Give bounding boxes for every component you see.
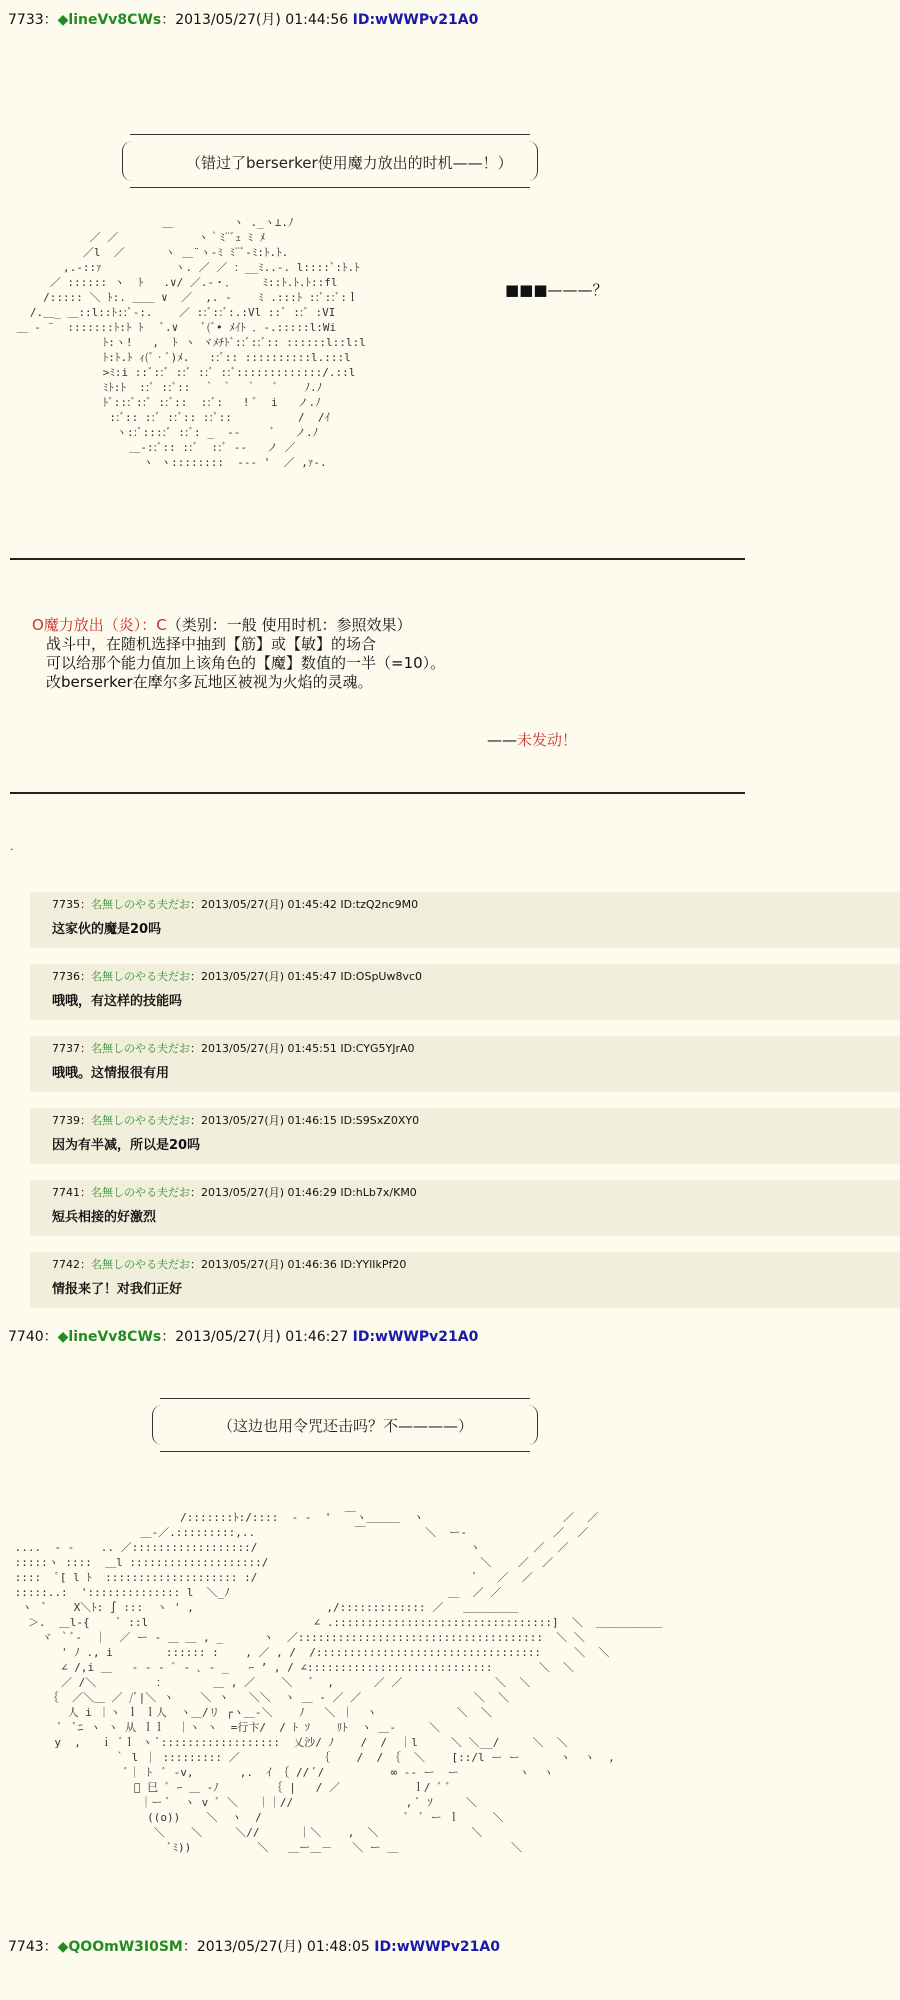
separator: ：: [43, 12, 58, 28]
reply-number[interactable]: 7735: [52, 898, 80, 911]
speech-bubble: [160, 1398, 530, 1452]
poster-name: ◆lineVv8CWs: [57, 12, 162, 28]
bubble-text: （这边也用令咒还击吗？不————）: [218, 1417, 474, 1435]
reply-body: 短兵相接的好激烈: [52, 1210, 157, 1225]
poster-id[interactable]: ID:wWWPv21A0: [352, 12, 479, 28]
reply-body: 哦哦，有这样的技能吗: [52, 994, 183, 1009]
reply-number[interactable]: 7742: [52, 1258, 80, 1271]
skill-category: （类别：一般 使用时机：参照效果）: [166, 616, 412, 634]
reply-date: 2013/05/27(月) 01:46:29: [201, 1186, 337, 1199]
reply-meta: 7735：名無しのやる夫だお：2013/05/27(月) 01:45:42 ID:tzQ2nc9M0: [52, 898, 419, 911]
reply-name: 名無しのやる夫だお: [91, 1042, 190, 1055]
reply-id[interactable]: ID:OSpUw8vc0: [340, 970, 423, 983]
ascii-art-scene: /:::::::ﾄ:/:::: - - ' ￣ヽ＿＿＿ ヽ ／ ／ ＿-／.:::::::::,.. ￣ ＼ ー- ／ ／ .... - - .. ／::::::::::::::::::/ ヽ ／ ／ :::::ヽ :::: ＿l ::::::::::::::::::::/ ＼ ／ ／ :::: ﾞ[ l ﾄ :::::::::::::::::::: :/ ﾞ ／ ／ :::::..: ':::::::::::::: l ＼_ﾉ ＿ ／ ／ ヽ ﾞ X＼ﾄ: ∫ ::: ヽ ' , ,/::::::::::::: ／ ＿＿＿＿＿ ＞. ＿l-{ ﾞ ::l ∠ .:::::::::::::::::::::::::::::::::] ＼ ＿＿＿＿＿＿ ヾ ｀ﾞ- ｜ ／ ー ‐ ＿ ＿ , _ ヽ ／::::::::::::::::::::::::::::::::::::: ＼ ＼ ' ﾉ ., i :::::: : , ／ , / /:::::::::::::::::::::::::::::::::: ＼ ＼ ∠ /,i ＿ ‐ ‐ ‐ ﾞ - ､ - _ ｰ ’ , / ∠:::::::::::::::::::::::::::: ＼ ＼ ／ /＼ ： ＿ , ／ ＼ ﾞ , ／ ／ ＼ ＼ ｛ ／＼＿ ／ /ﾞ|＼ ヽ ＼ ヽ ＼＼ ヽ ＿ ‐ ／ ／ ＼ ＼ 人 i ｜ヽ ｌ ｌ人 ヽ＿/リ ┌ヽ＿-＼ ﾉ ＼ ｜ ヽ ＼ ＼ ﾞ ﾞﾆ ヽ ヽ 从 ｌｌ ｜ヽ ヽ =行卞/ / ﾄ ｿ ﾘﾄ ヽ ＿‐ ＼ y , ｉ ﾞｌ ヽ ﾞ:::::::::::::::::: 乂沙/ ﾉ / / ｜l ＼ ＼__/ ＼ ＼ ｀ l ｜ ::::::::: ／ ｛ / / ｛ ＼ [::/l ー ー ヽ ヽ , ﾞ｜ ﾄ ﾞ -v, ,. ｲ ｛ // ﾞ/ ∞ -- ー ー ヽ ヽ ﾞ 巳 ﾞ ｰ ＿ -ﾉ ｛ | / ／ ｌ/ ﾞ ﾞ ｜ー ﾞ ヽ v ﾞ ＼ ｜｜// , ﾞ ｿ ＼ ((o)) ＼ ヽ / ﾞ ﾞ ー ｌ ＼ ＼ ＼ ＼// ｜＼ , ＼ ＼ ﾞﾐ)) ＼ ＿ー＿－ ＼ ー ＿ ＼: [14, 1511, 663, 1854]
bubble-text: （错过了berserker使用魔力放出的时机——！）: [186, 154, 513, 172]
reply-meta: 7736：名無しのやる夫だお：2013/05/27(月) 01:45:47 ID:OSpUw8vc0: [52, 970, 423, 983]
reply-meta: 7739：名無しのやる夫だお：2013/05/27(月) 01:46:15 ID:S9SxZ0XY0: [52, 1114, 420, 1127]
reply-id[interactable]: ID:tzQ2nc9M0: [340, 898, 419, 911]
reply-id[interactable]: ID:CYG5YJrA0: [340, 1042, 415, 1055]
skill-title: O魔力放出（炎）：C: [32, 616, 167, 634]
reply-id[interactable]: ID:YYlIkPf20: [340, 1258, 407, 1271]
reply-name: 名無しのやる夫だお: [91, 1186, 190, 1199]
skill-line-2: 可以给那个能力值加上该角色的【魔】数值的一半（=10）。: [46, 654, 446, 672]
section-divider: [10, 792, 745, 794]
reply-meta: 7741：名無しのやる夫だお：2013/05/27(月) 01:46:29 ID:hLb7x/KM0: [52, 1186, 417, 1199]
reply-date: 2013/05/27(月) 01:46:36: [201, 1258, 337, 1271]
reply-body: 因为有半减，所以是20吗: [52, 1138, 201, 1153]
reply-id[interactable]: ID:hLb7x/KM0: [340, 1186, 417, 1199]
reply-date: 2013/05/27(月) 01:46:15: [201, 1114, 337, 1127]
skill-line-3: 改berserker在摩尔多瓦地区被视为火焰的灵魂。: [46, 673, 373, 691]
reply-id[interactable]: ID:S9SxZ0XY0: [340, 1114, 420, 1127]
poster-id[interactable]: ID:wWWPv21A0: [352, 1329, 479, 1345]
speech-bubble: [130, 134, 530, 188]
reply-name: 名無しのやる夫だお: [91, 1258, 190, 1271]
reply-name: 名無しのやる夫だお: [91, 898, 190, 911]
reply-box: [30, 1036, 900, 1092]
reply-box: [30, 1108, 900, 1164]
dot-marker: .: [10, 840, 14, 853]
reply-date: 2013/05/27(月) 01:45:42: [201, 898, 337, 911]
reply-date: 2013/05/27(月) 01:45:51: [201, 1042, 337, 1055]
skill-line-1: 战斗中，在随机选择中抽到【筋】或【敏】的场合: [46, 635, 377, 653]
post-number[interactable]: 7733: [8, 12, 44, 28]
poster-id[interactable]: ID:wWWPv21A0: [374, 1939, 500, 1955]
reply-number[interactable]: 7737: [52, 1042, 80, 1055]
post-header-7740: [8, 1326, 478, 1346]
post-date: ：2013/05/27(月) 01:44:56: [161, 12, 349, 28]
dash: ——: [487, 731, 517, 749]
reply-number[interactable]: 7741: [52, 1186, 80, 1199]
skill-description: [32, 616, 445, 692]
not-activated-label: [487, 729, 577, 750]
reply-body: 哦哦。这情报很有用: [52, 1066, 170, 1081]
reply-box: [30, 892, 900, 948]
reply-box: [30, 1180, 900, 1236]
reply-box: [30, 964, 900, 1020]
reply-number[interactable]: 7739: [52, 1114, 80, 1127]
separator: ：: [43, 1939, 58, 1955]
poster-name: ◆QOOmW3I0SM: [57, 1939, 183, 1955]
reply-body: 情报来了！对我们正好: [52, 1282, 183, 1297]
post-number[interactable]: 7740: [8, 1329, 44, 1345]
reply-meta: 7737：名無しのやる夫だお：2013/05/27(月) 01:45:51 ID:CYG5YJrA0: [52, 1042, 415, 1055]
reply-name: 名無しのやる夫だお: [91, 970, 190, 983]
reply-body: 这家伙的魔是20吗: [52, 922, 162, 937]
post-date: ：2013/05/27(月) 01:48:05: [182, 1939, 370, 1955]
not-activated-text: 未发动！: [517, 731, 578, 749]
poster-name: ◆lineVv8CWs: [57, 1329, 162, 1345]
reply-meta: 7742：名無しのやる夫だお：2013/05/27(月) 01:46:36 ID:YYlIkPf20: [52, 1258, 407, 1271]
reply-name: 名無しのやる夫だお: [91, 1114, 190, 1127]
post-date: ：2013/05/27(月) 01:46:27: [161, 1329, 349, 1345]
post-header-7733: [8, 9, 478, 29]
post-header-7743: [8, 1936, 500, 1956]
section-divider: [10, 558, 745, 560]
ascii-art-figure: ＿ ヽ ._ヽ⊥.ﾉ ／ ／ ヽ｀ﾐ¨ﾞｭ ﾐ ﾒ ／l ／ ヽ ＿¨ヽ-ﾐ ﾐ¨ﾞ-ﾐ:ﾄ.ﾄ. ,.-::ｧ ヽ. ／ ／ ：__ﾐ..-. l::::ﾞ:ﾄ.ﾄ ／ :::::: ヽ ﾄ .∨/ ／.-・． ﾐ::ﾄ.ﾄ.ﾄ::fl /::::: ＼ ﾄ:. ＿＿ ∨ ／ ,. - ﾐ .:::ﾄ ::ﾞ::ﾞ:ｌ /.＿_ ＿::l::ﾄ::ﾞ-:. ／ ::ﾞ::ﾞ:.:Vl ::ﾞ ::ﾞ :VI ＿ ‐ ¨ :::::::ﾄ:ﾄ ﾄ ﾞ.∨ ﾞ(ﾞ• ﾒｲﾄ ．-.:::::l:Wi ﾄ:ヽ! , ﾄ ヽ ヾﾒﾁﾄﾞ::ﾞ::ﾞ:: ::::::l::l:l ﾄ:ﾄ.ﾄ ｨ(ﾞ•ﾞ)ﾒ. ::ﾞ:: ::::::::::l.:::l >ﾐ:i ::ﾞ::ﾞ ::ﾞ ::ﾞ ::ﾞ:::::::::::::/.::l ﾐﾄ:ﾄ ::ﾞ ::ﾞ:: ｀ ｀ ｀ ﾞ ﾉ.ﾉ ﾄﾞ:::ﾞ::ﾞ ::ﾞ:: ::ﾞ: ! ﾞ i ノ.ﾉ ::ﾞ:: ::ﾞ ::ﾞ:: ::ﾞ:: / /ｲ ヽ::ﾞ::::ﾞ ::ﾞ: _ ‐‐ ﾞ ノ.ﾉ ＿-::ﾞ:: ::ﾞ ::ﾞ ‐‐ ノ ／ ヽ ヽ:::::::: ‐‐‐ ' ／ ,ｧ-.: [16, 216, 366, 469]
mystery-label: ■■■———？: [505, 281, 608, 299]
separator: ：: [43, 1329, 58, 1345]
reply-box: [30, 1252, 900, 1308]
reply-date: 2013/05/27(月) 01:45:47: [201, 970, 337, 983]
post-number[interactable]: 7743: [8, 1939, 44, 1955]
reply-number[interactable]: 7736: [52, 970, 80, 983]
